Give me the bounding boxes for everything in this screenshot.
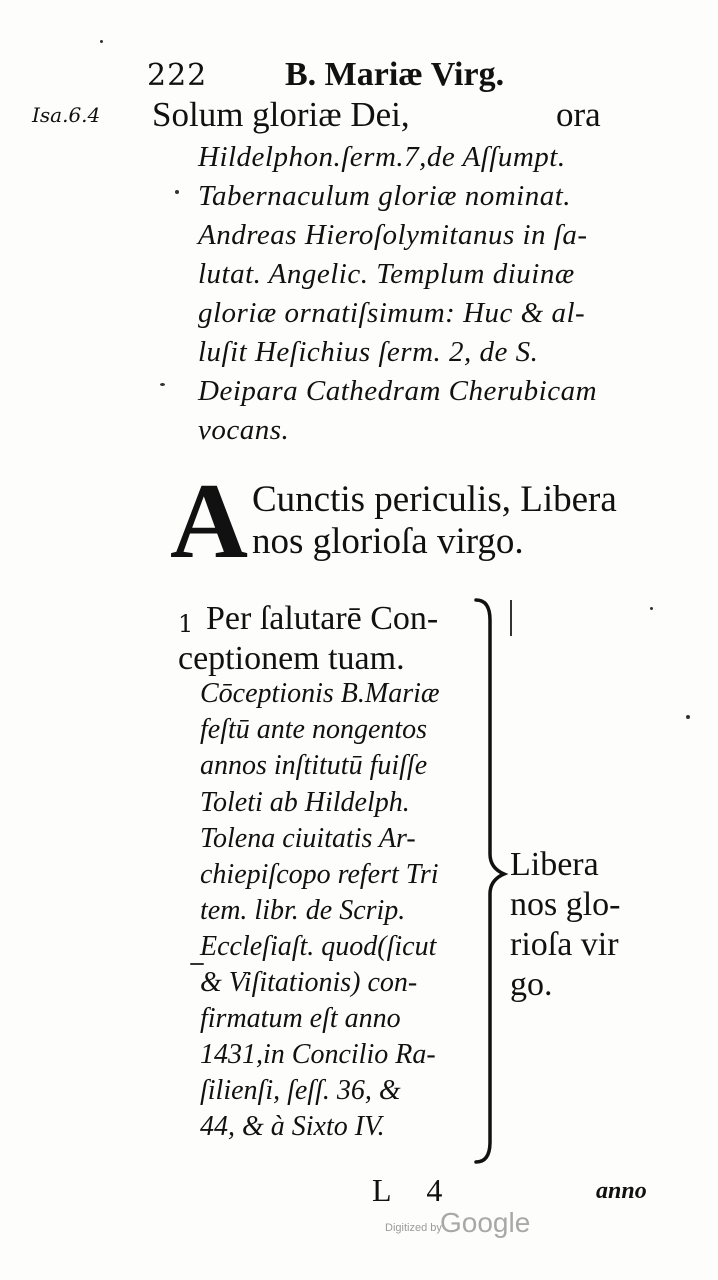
- note-line: Eccleſiaſt. quod(ſicut: [200, 931, 437, 962]
- drop-cap: A: [170, 462, 248, 581]
- note-line: 1431,in Concilio Ra-: [200, 1039, 436, 1070]
- note-line: chiepiſcopo refert Tri: [200, 859, 439, 890]
- paper-speck: [650, 607, 653, 610]
- note-line: firmatum eſt anno: [200, 1003, 401, 1034]
- catchword: anno: [596, 1178, 647, 1204]
- response-line: Libera: [510, 846, 599, 883]
- note-line: ſilienſi, ſeſſ. 36, &: [200, 1075, 401, 1106]
- invocation-line: nos glorioſa virgo.: [252, 521, 524, 562]
- paper-speck: [175, 190, 179, 194]
- commentary-line: lutat. Angelic. Templum diuinæ: [198, 258, 575, 290]
- note-line: Tolena ciuitatis Ar-: [200, 823, 416, 854]
- item-text: Per ſalutarē Con-: [206, 600, 439, 637]
- note-line: tem. libr. de Scrip.: [200, 895, 406, 926]
- commentary-line: gloriæ ornatiſsimum: Huc & al-: [198, 297, 586, 329]
- paper-speck: [190, 963, 204, 965]
- paper-speck: [686, 715, 690, 719]
- commentary-line: Hildelphon.ſerm.7,de Aſſumpt.: [198, 141, 566, 173]
- watermark-logo: Google: [440, 1207, 531, 1238]
- commentary-line: luſit Heſichius ſerm. 2, de S.: [198, 336, 539, 368]
- paper-speck: [100, 40, 103, 43]
- note-line: annos inſtitutū fuiſſe: [200, 750, 428, 781]
- margin-reference: Isa.6.4: [32, 103, 101, 127]
- commentary-line: Andreas Hieroſolymitanus in ſa-: [198, 219, 588, 251]
- brace-icon: [470, 596, 510, 1166]
- commentary-line: vocans.: [198, 414, 290, 446]
- verse-text: Solum gloriæ Dei,: [152, 95, 410, 134]
- response-line: rioſa vir: [510, 926, 619, 963]
- verse-response: ora: [556, 95, 601, 134]
- signature-mark: L 4: [372, 1172, 457, 1208]
- item-number: 1: [178, 610, 194, 638]
- response-line: go.: [510, 966, 553, 1003]
- commentary-line: Tabernaculum gloriæ nominat.: [198, 180, 572, 212]
- watermark-prefix: Digitized by: [385, 1222, 442, 1234]
- note-line: Toleti ab Hildelph.: [200, 787, 410, 818]
- response-line: nos glo-: [510, 886, 621, 923]
- page-number: 222: [147, 58, 208, 93]
- note-line: feſtū ante nongentos: [200, 714, 428, 745]
- invocation-line: Cunctis periculis, Libera: [252, 479, 617, 520]
- note-line: Cōceptionis B.Mariæ: [200, 678, 440, 709]
- bracket-mark: [510, 600, 512, 636]
- note-line: 44, & à Sixto IV.: [200, 1111, 385, 1142]
- paper-speck: [160, 383, 165, 386]
- commentary-line: Deipara Cathedram Cherubicam: [198, 375, 598, 407]
- note-line: & Viſitationis) con-: [200, 967, 418, 998]
- item-text: ceptionem tuam.: [178, 640, 405, 677]
- running-title: B. Mariæ Virg.: [285, 56, 505, 93]
